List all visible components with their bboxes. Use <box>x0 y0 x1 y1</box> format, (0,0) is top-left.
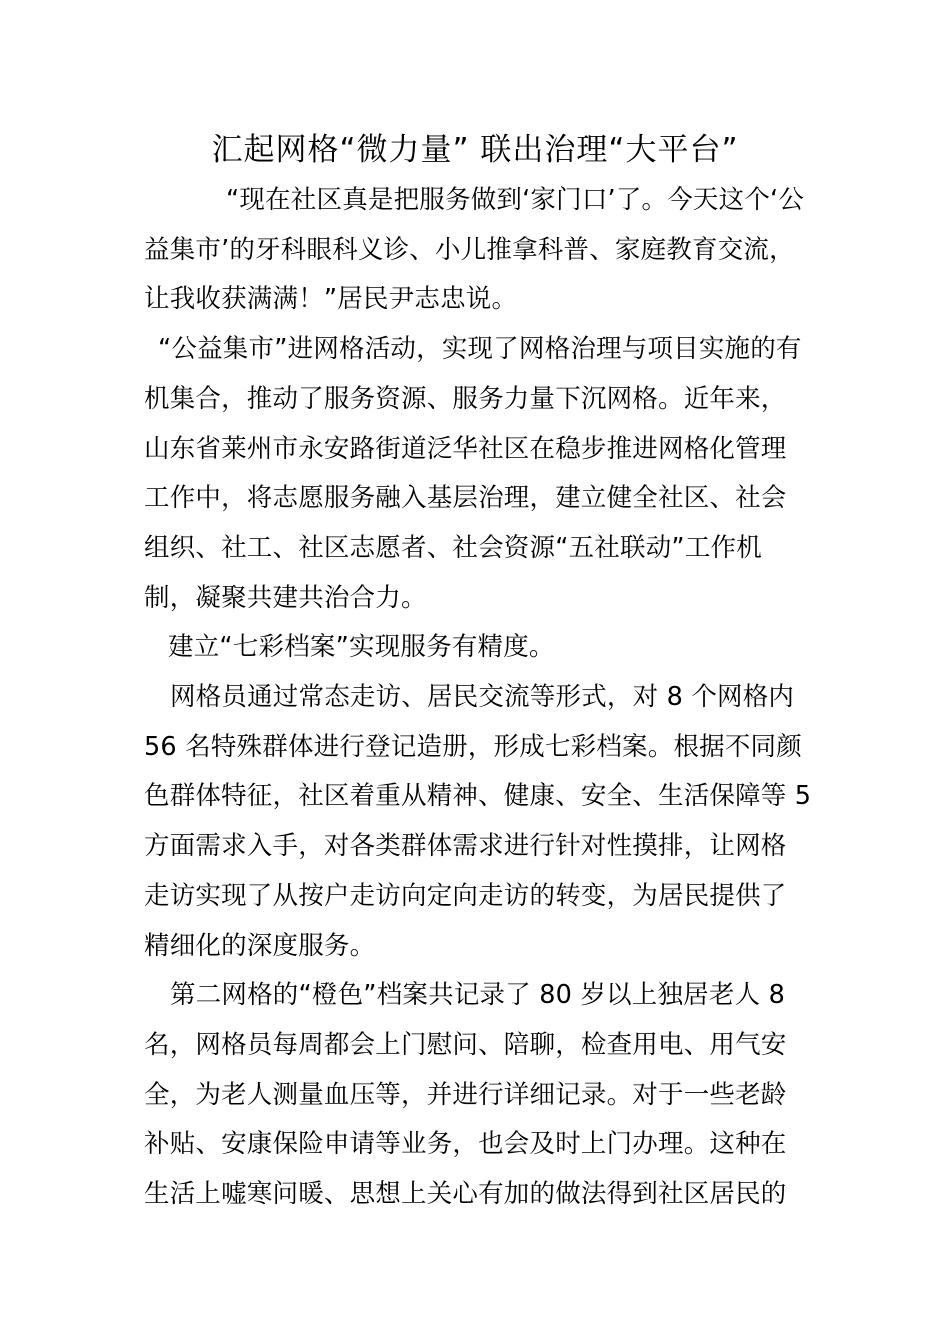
paragraph-second-grid: 第二网格的“橙色”档案共记录了 80 岁以上独居老人 8 名，网格员每周都会上门慰问、陪聊，检查用电、用气安全，为老人测量血压等，并进行详细记录。对于一些老龄补贴、安康保险申请等业务，也会及时上门办理。这种在生活上嘘寒问暖、思想上关心有加的做法得到社区居民的 <box>144 980 787 1210</box>
paragraph-resident-quote: “现在社区真是把服务做到‘家门口’了。今天这个‘公益集市’的牙科眼科义诊、小儿推拿科普、家庭教育交流，让我收获满满！”居民尹志忠说。 <box>144 185 805 315</box>
paragraph-overview: “公益集市”进网格活动，实现了网格治理与项目实施的有机集合，推动了服务资源、服务力量下沉网格。近年来，山东省莱州市永安路街道泛华社区在稳步推进网格化管理工作中，将志愿服务融入基层治理，建立健全社区、社会组织、社工、社区志愿者、社会资源“五社联动”工作机制，凝聚共建共治合力。 <box>144 334 802 613</box>
article-body <box>144 176 812 1220</box>
paragraph-section-heading: 建立“七彩档案”实现服务有精度。 <box>168 632 555 663</box>
paragraph-archive-details: 网格员通过常态走访、居民交流等形式，对 8 个网格内 56 名特殊群体进行登记造册，形成七彩档案。根据不同颜色群体特征，社区着重从精神、健康、安全、生活保障等 5 方面需求入手，对各类群体需求进行针对性摸排，让网格走访实现了从按户走访向定向走访的转变，为居民提供了精细化的深度服务。 <box>144 682 812 961</box>
article-title: 汇起网格“微力量” 联出治理“大平台” <box>211 132 739 168</box>
